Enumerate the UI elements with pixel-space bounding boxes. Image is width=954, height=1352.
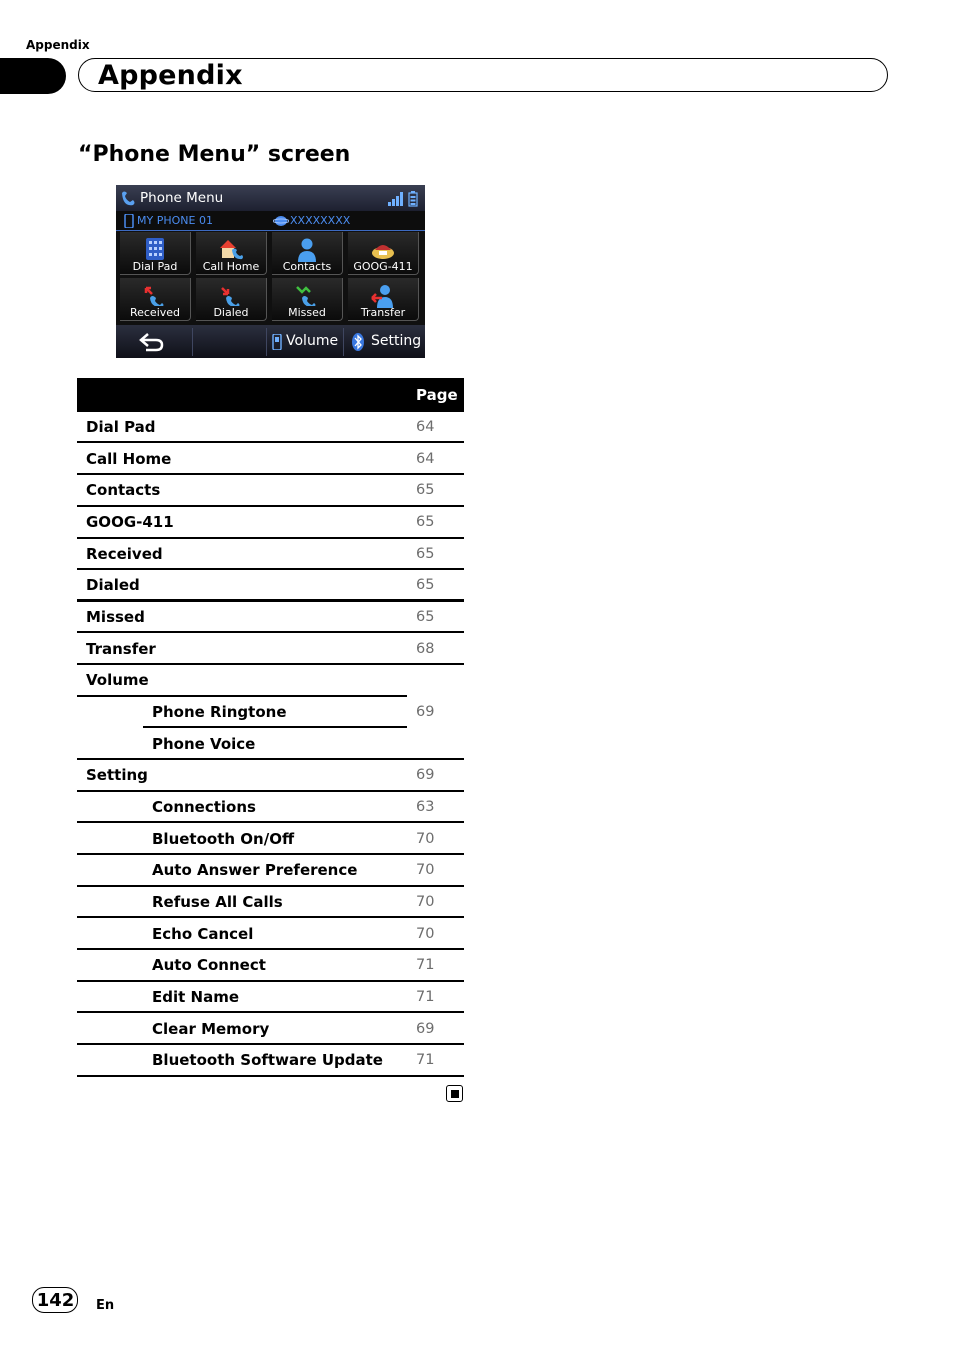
dial-pad-button[interactable] xyxy=(120,232,191,275)
setting-button[interactable]: Setting xyxy=(371,333,422,349)
missed-button[interactable] xyxy=(272,278,343,321)
received-call-icon xyxy=(142,284,168,306)
table-row-label: Contacts xyxy=(86,481,161,499)
call-home-label: Call Home xyxy=(202,260,260,273)
table-row-label: Auto Answer Preference xyxy=(152,861,358,879)
row-divider xyxy=(77,663,464,665)
row-divider xyxy=(77,441,464,443)
dial-pad-icon xyxy=(144,238,166,260)
table-row-label: Clear Memory xyxy=(152,1020,270,1038)
bluetooth-icon xyxy=(352,333,364,351)
table-row-label: Connections xyxy=(152,798,256,816)
phone-menu-title: Phone Menu xyxy=(140,190,224,206)
row-divider xyxy=(77,1043,464,1045)
table-row-page: 64 xyxy=(416,419,435,435)
back-button[interactable] xyxy=(138,330,166,352)
row-divider xyxy=(77,1011,464,1013)
table-row-page: 65 xyxy=(416,514,435,530)
row-divider xyxy=(77,916,464,918)
table-row-label: Phone Voice xyxy=(152,735,256,753)
table-row-label: Auto Connect xyxy=(152,956,266,974)
table-row-page: 64 xyxy=(416,451,435,467)
table-row-label: Refuse All Calls xyxy=(152,893,283,911)
row-divider xyxy=(77,695,407,697)
table-row-page: 69 xyxy=(416,704,435,720)
table-row-label: Dial Pad xyxy=(86,418,156,436)
network-globe-icon xyxy=(273,215,289,227)
table-row-label: Missed xyxy=(86,608,145,626)
goog-411-button[interactable] xyxy=(348,232,419,275)
row-divider xyxy=(77,790,464,792)
row-divider xyxy=(77,599,464,602)
table-row-label: Phone Ringtone xyxy=(152,703,287,721)
contacts-label: Contacts xyxy=(282,260,332,273)
phone-menu-screenshot xyxy=(116,185,425,358)
row-divider xyxy=(77,821,464,823)
table-row-label: Received xyxy=(86,545,163,563)
running-head: Appendix xyxy=(26,38,90,52)
volume-button[interactable]: Volume xyxy=(286,333,339,349)
received-label: Received xyxy=(129,306,181,319)
row-divider xyxy=(77,853,464,855)
phone-name: MY PHONE 01 xyxy=(137,214,213,227)
page-number: 142 xyxy=(36,1290,75,1311)
row-divider xyxy=(77,980,464,982)
bottom-bar-divider xyxy=(343,328,344,356)
table-row-label: GOOG-411 xyxy=(86,513,174,531)
dialed-button[interactable] xyxy=(196,278,267,321)
row-divider xyxy=(77,537,464,539)
signal-strength-icon xyxy=(388,192,404,206)
table-header xyxy=(77,378,464,412)
table-row-label: Call Home xyxy=(86,450,172,468)
table-row-label: Volume xyxy=(86,671,149,689)
received-button[interactable] xyxy=(120,278,191,321)
table-row-page: 70 xyxy=(416,926,435,942)
table-row-label: Transfer xyxy=(86,640,156,658)
table-row-label: Edit Name xyxy=(152,988,239,1006)
table-row-label: Setting xyxy=(86,766,148,784)
row-divider xyxy=(77,568,464,570)
table-row-page: 69 xyxy=(416,767,435,783)
volume-phone-icon xyxy=(272,334,282,350)
bottom-bar-divider xyxy=(266,328,267,356)
row-divider xyxy=(143,726,407,728)
call-home-button[interactable] xyxy=(196,232,267,275)
transfer-label: Transfer xyxy=(360,306,406,319)
table-row-page: 65 xyxy=(416,609,435,625)
mobile-phone-icon xyxy=(124,214,134,228)
language-code: En xyxy=(96,1298,115,1313)
table-row-page: 70 xyxy=(416,862,435,878)
table-row-page: 65 xyxy=(416,546,435,562)
missed-label: Missed xyxy=(288,306,326,319)
table-row-page: 71 xyxy=(416,1052,435,1068)
network-name: XXXXXXXX xyxy=(290,214,351,227)
goog-411-label: GOOG-411 xyxy=(353,260,413,273)
transfer-icon xyxy=(370,284,396,308)
table-row-page: 65 xyxy=(416,482,435,498)
row-divider xyxy=(77,505,464,507)
table-row-page: 63 xyxy=(416,799,435,815)
table-row-label: Bluetooth On/Off xyxy=(152,830,295,848)
missed-call-icon xyxy=(294,284,320,306)
row-divider xyxy=(77,473,464,475)
table-header-page: Page xyxy=(416,386,458,404)
row-divider xyxy=(77,631,464,633)
contacts-button[interactable] xyxy=(272,232,343,275)
subheading: “Phone Menu” screen xyxy=(78,142,351,167)
table-row-page: 68 xyxy=(416,641,435,657)
battery-icon xyxy=(408,191,418,207)
table-row-page: 69 xyxy=(416,1021,435,1037)
dialed-call-icon xyxy=(218,284,244,306)
table-row-label: Echo Cancel xyxy=(152,925,254,943)
table-row-page: 65 xyxy=(416,577,435,593)
phone-menu-icon xyxy=(119,189,137,207)
transfer-button[interactable] xyxy=(348,278,419,321)
contacts-icon xyxy=(296,238,318,262)
table-row-page: 70 xyxy=(416,894,435,910)
section-title: Appendix xyxy=(98,60,243,91)
dialed-label: Dialed xyxy=(213,306,249,319)
call-home-icon xyxy=(218,238,244,260)
table-row-page: 71 xyxy=(416,957,435,973)
table-row-page: 70 xyxy=(416,831,435,847)
table-row-page: 71 xyxy=(416,989,435,1005)
row-divider xyxy=(77,948,464,950)
table-row-label: Bluetooth Software Update xyxy=(152,1051,383,1069)
row-divider xyxy=(77,758,464,760)
dial-pad-label: Dial Pad xyxy=(132,260,178,273)
section-tab-marker xyxy=(0,58,66,94)
row-divider xyxy=(77,885,464,887)
table-row-label: Dialed xyxy=(86,576,140,594)
end-of-section-mark-fill xyxy=(451,1090,459,1098)
bottom-bar-divider xyxy=(192,328,193,356)
row-divider xyxy=(77,1075,464,1077)
goog-411-icon xyxy=(370,238,396,260)
